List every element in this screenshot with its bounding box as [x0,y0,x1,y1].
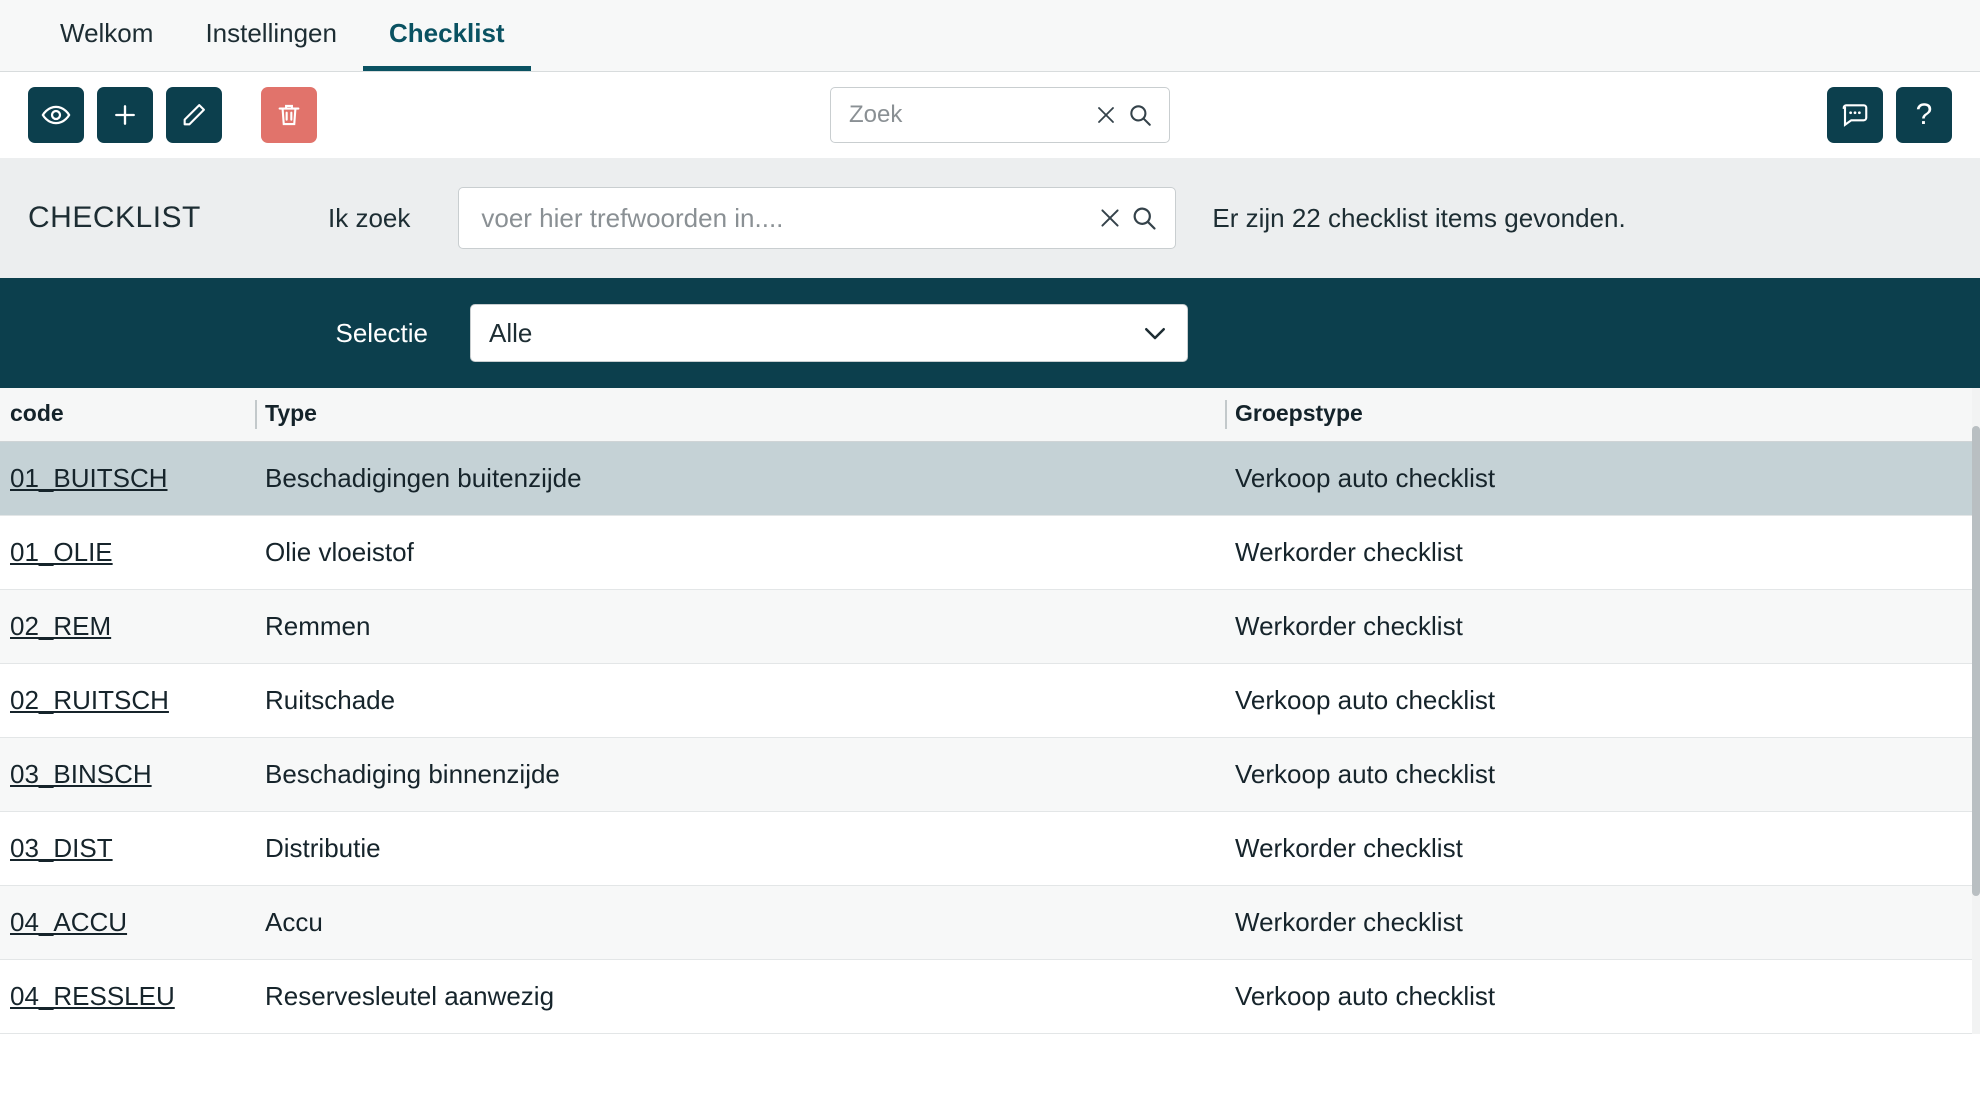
cell-type: Beschadiging binnenzijde [255,738,1225,812]
help-button[interactable] [1896,87,1952,143]
code-link[interactable]: 02_REM [10,611,112,641]
column-separator [255,400,257,429]
plus-icon [111,101,139,129]
table-row[interactable] [0,886,1972,960]
cell-code[interactable] [0,738,255,812]
table-row[interactable] [0,812,1972,886]
tab-instellingen[interactable] [179,0,363,71]
keyword-search-input[interactable] [479,202,1093,235]
cell-code[interactable] [0,664,255,738]
result-count-text: Er zijn 22 checklist items gevonden. [1212,202,1626,233]
cell-code[interactable] [0,960,255,1034]
vertical-scrollbar[interactable] [1972,388,1980,1034]
cell-type: Reservesleutel aanwezig [255,960,1225,1034]
tab-welkom-label: Welkom [60,17,154,48]
cell-code[interactable] [0,590,255,664]
cell-groepstype: Werkorder checklist [1225,886,1972,960]
cell-type: Remmen [255,590,1225,664]
add-button[interactable] [97,87,153,143]
tab-welkom[interactable] [34,0,179,71]
checklist-table [0,388,1972,1034]
toolbar-right-buttons [1827,87,1952,143]
cell-groepstype: Verkoop auto checklist [1225,960,1972,1034]
action-toolbar [0,72,1980,158]
cell-groepstype: Werkorder checklist [1225,590,1972,664]
toolbar-search[interactable] [830,87,1170,143]
table-row[interactable] [0,960,1972,1034]
cell-type: Accu [255,886,1225,960]
selection-bar [0,278,1980,388]
help-question-icon: ? [1915,98,1933,131]
cell-groepstype: Verkoop auto checklist [1225,664,1972,738]
clear-icon[interactable] [1089,98,1123,132]
cell-code[interactable] [0,886,255,960]
cell-groepstype: Verkoop auto checklist [1225,442,1972,516]
code-link[interactable]: 03_DIST [10,833,113,863]
table-header-row [0,388,1972,442]
selection-label: Selectie [335,317,428,348]
page-title: CHECKLIST [28,201,201,234]
search-label: Ik zoek [328,202,411,233]
table-header [0,388,1972,442]
code-link[interactable]: 04_ACCU [10,907,128,937]
cell-code[interactable] [0,442,255,516]
column-header-groepstype-label: Groepstype [1235,400,1363,426]
pencil-icon [180,101,208,129]
table-row[interactable] [0,516,1972,590]
code-link[interactable]: 01_OLIE [10,537,113,567]
column-header-code-label: code [10,400,64,426]
cell-groepstype: Werkorder checklist [1225,812,1972,886]
edit-button[interactable] [166,87,222,143]
table-row[interactable] [0,442,1972,516]
cell-type: Beschadigingen buitenzijde [255,442,1225,516]
page-header [0,158,1980,278]
view-button[interactable] [28,87,84,143]
cell-type: Olie vloeistof [255,516,1225,590]
table-row[interactable] [0,590,1972,664]
cell-type: Distributie [255,812,1225,886]
tab-checklist[interactable] [363,0,531,71]
column-header-groepstype[interactable] [1225,388,1972,442]
search-icon[interactable] [1123,98,1157,132]
code-link[interactable]: 01_BUITSCH [10,463,168,493]
selection-dropdown[interactable] [470,304,1188,362]
scrollbar-thumb[interactable] [1972,426,1980,896]
chat-button[interactable] [1827,87,1883,143]
column-header-code[interactable] [0,388,255,442]
selection-dropdown-wrap [470,304,1188,362]
tab-instellingen-label: Instellingen [205,17,337,48]
checklist-table-wrap [0,388,1980,1034]
table-row[interactable] [0,664,1972,738]
chat-bubble-icon [1840,100,1870,130]
eye-icon [41,100,71,130]
toolbar-search-input[interactable] [847,100,1089,130]
cell-groepstype: Werkorder checklist [1225,516,1972,590]
table-row[interactable] [0,738,1972,812]
code-link[interactable]: 03_BINSCH [10,759,152,789]
tab-checklist-label: Checklist [388,17,505,48]
keyword-search[interactable] [458,187,1176,249]
table-body [0,442,1972,1034]
cell-type: Ruitschade [255,664,1225,738]
tab-bar [0,0,1980,72]
cell-code[interactable] [0,812,255,886]
trash-icon [275,101,303,129]
code-link[interactable]: 04_RESSLEU [10,981,175,1011]
clear-icon[interactable] [1093,201,1127,235]
delete-button[interactable] [261,87,317,143]
cell-groepstype: Verkoop auto checklist [1225,738,1972,812]
search-icon[interactable] [1127,201,1161,235]
code-link[interactable]: 02_RUITSCH [10,685,169,715]
column-separator [1225,400,1227,429]
toolbar-left-buttons [28,87,317,143]
column-header-type-label: Type [265,400,317,426]
column-header-type[interactable] [255,388,1225,442]
cell-code[interactable] [0,516,255,590]
